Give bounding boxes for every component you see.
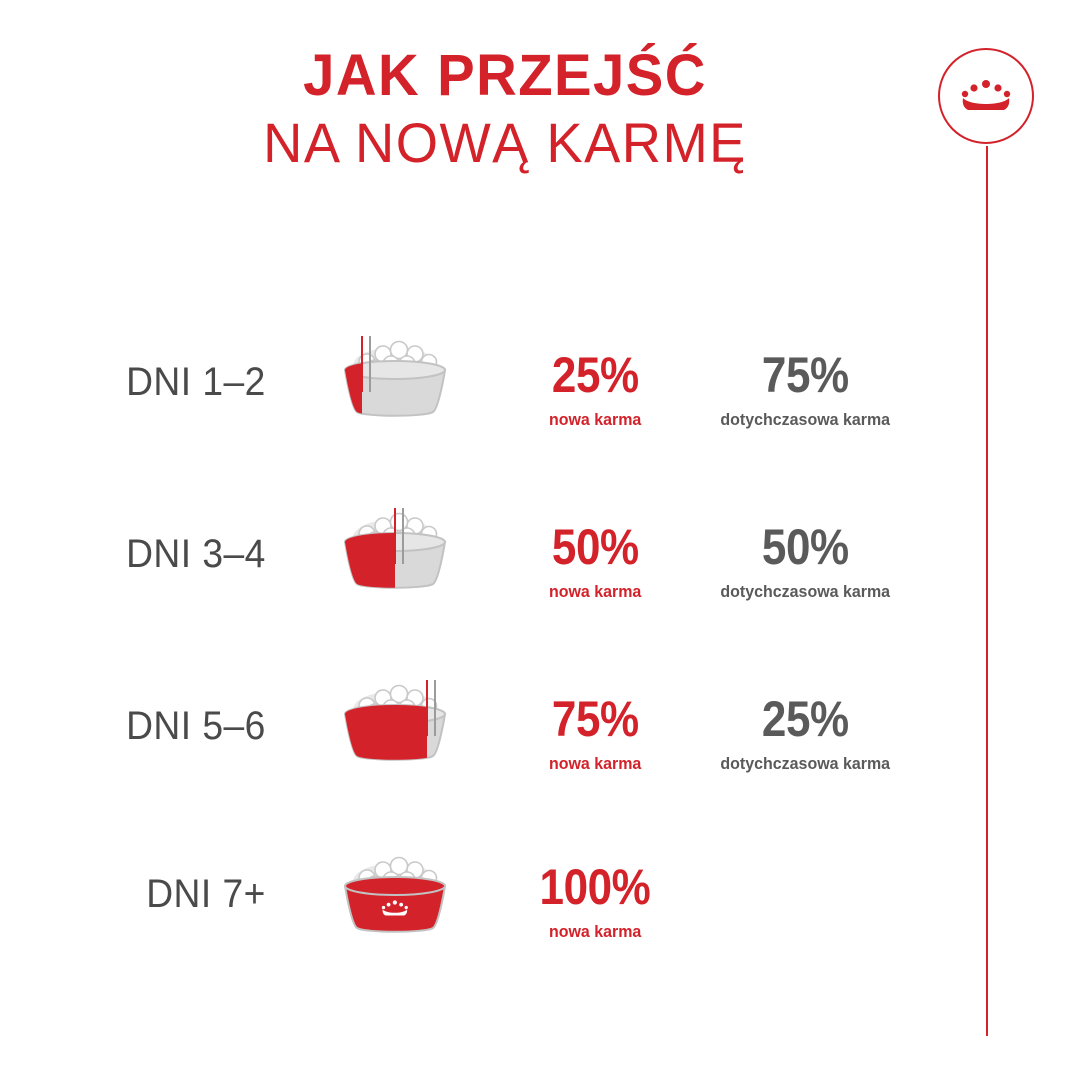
table-row — [0, 484, 940, 656]
bowl-icon — [315, 312, 475, 432]
row-new-percent: 25% — [551, 347, 639, 403]
row-old-label: dotychczasowa karma — [720, 754, 890, 773]
row-bowl — [290, 656, 500, 776]
row-new-percent: 50% — [551, 519, 639, 575]
row-old-percent: 25% — [761, 691, 849, 747]
row-bowl — [290, 484, 500, 604]
title-line-2: NA NOWĄ KARMĘ — [263, 110, 747, 174]
crown-icon — [958, 79, 1014, 113]
title-line-1: JAK PRZEJŚĆ — [303, 43, 707, 108]
table-row — [0, 656, 940, 828]
row-new-percent: 75% — [551, 691, 639, 747]
row-new-percent: 100% — [539, 859, 651, 915]
row-old-food — [690, 656, 920, 774]
table-row — [0, 828, 940, 1000]
vertical-rule — [986, 146, 988, 1036]
row-new-label: nowa karma — [548, 754, 642, 773]
row-old-percent: 75% — [761, 347, 849, 403]
page-title — [0, 43, 1010, 175]
bowl-icon — [315, 828, 475, 948]
row-day-label: DNI 3–4 — [126, 532, 266, 576]
row-day-label: DNI 1–2 — [126, 360, 266, 404]
row-old-label: dotychczasowa karma — [720, 410, 890, 429]
row-new-label: nowa karma — [548, 922, 642, 941]
row-old-label: dotychczasowa karma — [720, 582, 890, 601]
table-row — [0, 312, 940, 484]
row-new-label: nowa karma — [548, 410, 642, 429]
bowl-icon — [315, 656, 475, 776]
row-old-food — [690, 828, 920, 884]
row-day-label: DNI 5–6 — [126, 704, 266, 748]
row-new-food — [500, 484, 690, 602]
row-new-label: nowa karma — [548, 582, 642, 601]
row-new-food — [500, 312, 690, 430]
row-new-food — [500, 828, 690, 942]
row-old-food — [690, 484, 920, 602]
brand-logo — [938, 48, 1034, 144]
row-bowl — [290, 312, 500, 432]
row-new-food — [500, 656, 690, 774]
row-day-label: DNI 7+ — [146, 872, 266, 916]
bowl-icon — [315, 484, 475, 604]
transition-steps — [0, 312, 940, 1000]
row-old-food — [690, 312, 920, 430]
row-old-percent: 50% — [761, 519, 849, 575]
row-bowl — [290, 828, 500, 948]
